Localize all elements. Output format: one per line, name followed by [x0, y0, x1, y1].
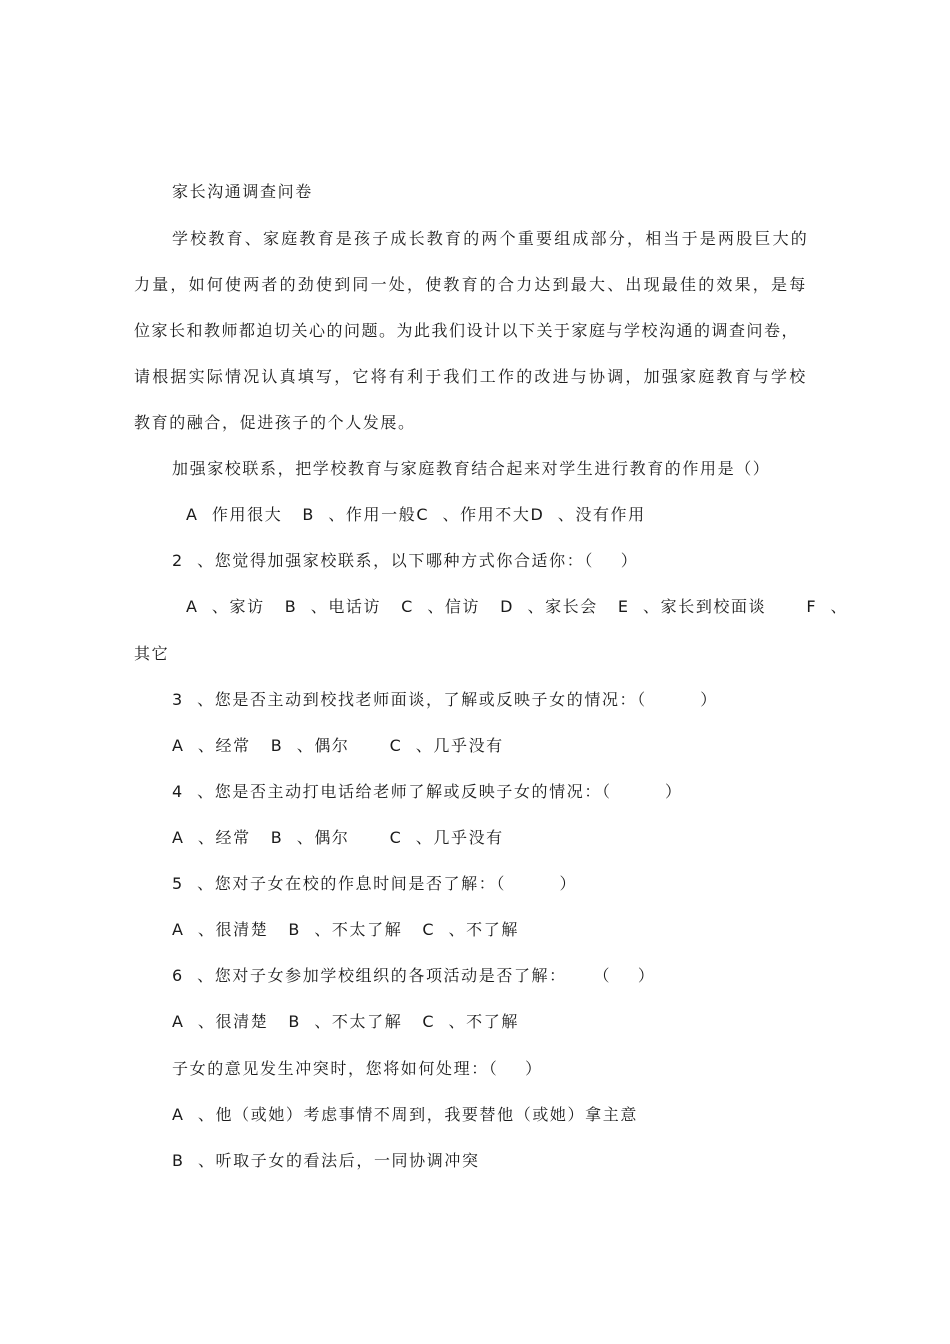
question-4-text: 4 、您是否主动打电话给老师了解或反映子女的情况：（ ）: [172, 782, 683, 801]
question-5-text: 5 、您对子女在校的作息时间是否了解：（ ）: [172, 874, 578, 893]
question-5-options: A 、很清楚 B 、不太了解 C 、不了解: [172, 920, 519, 939]
question-6-options: A 、很清楚 B 、不太了解 C 、不了解: [172, 1012, 519, 1031]
question-6-text: 6 、您对子女参加学校组织的各项活动是否了解： （ ）: [172, 966, 656, 985]
question-3-text: 3 、您是否主动到校找老师面谈，了解或反映子女的情况：（ ）: [172, 690, 718, 709]
intro-line-5: 教育的融合，促进孩子的个人发展。: [134, 413, 416, 432]
intro-line-2: 力量，如何使两者的劲使到同一处，使教育的合力达到最大、出现最佳的效果，是每: [134, 275, 808, 294]
intro-line-1: 学校教育、家庭教育是孩子成长教育的两个重要组成部分，相当于是两股巨大的: [172, 229, 810, 248]
question-3-options: A 、经常 B 、偶尔 C 、几乎没有: [172, 736, 504, 755]
intro-line-4: 请根据实际情况认真填写，它将有利于我们工作的改进与协调，加强家庭教育与学校: [134, 367, 808, 386]
question-7-option-b: B 、听取子女的看法后，一同协调冲突: [172, 1151, 480, 1170]
question-2-text: 2 、您觉得加强家校联系，以下哪种方式你合适你：（ ）: [172, 551, 639, 570]
document-title: 家长沟通调查问卷: [172, 182, 313, 201]
question-4-options: A 、经常 B 、偶尔 C 、几乎没有: [172, 828, 504, 847]
question-7-option-a: A 、他（或她）考虑事情不周到，我要替他（或她）拿主意: [172, 1105, 638, 1124]
intro-line-3: 位家长和教师都迫切关心的问题。为此我们设计以下关于家庭与学校沟通的调查问卷，: [134, 321, 800, 340]
question-1-options: A 作用很大 B 、作用一般C 、作用不大D 、没有作用: [186, 505, 646, 524]
question-7-text: 子女的意见发生冲突时，您将如何处理：（ ）: [172, 1059, 543, 1078]
question-2-options: A 、家访 B 、电话访 C 、信访 D 、家长会 E 、家长到校面谈 F 、: [186, 597, 849, 616]
question-2-options-continued: 其它: [134, 644, 170, 663]
question-1-text: 加强家校联系，把学校教育与家庭教育结合起来对学生进行教育的作用是（）: [172, 459, 771, 478]
